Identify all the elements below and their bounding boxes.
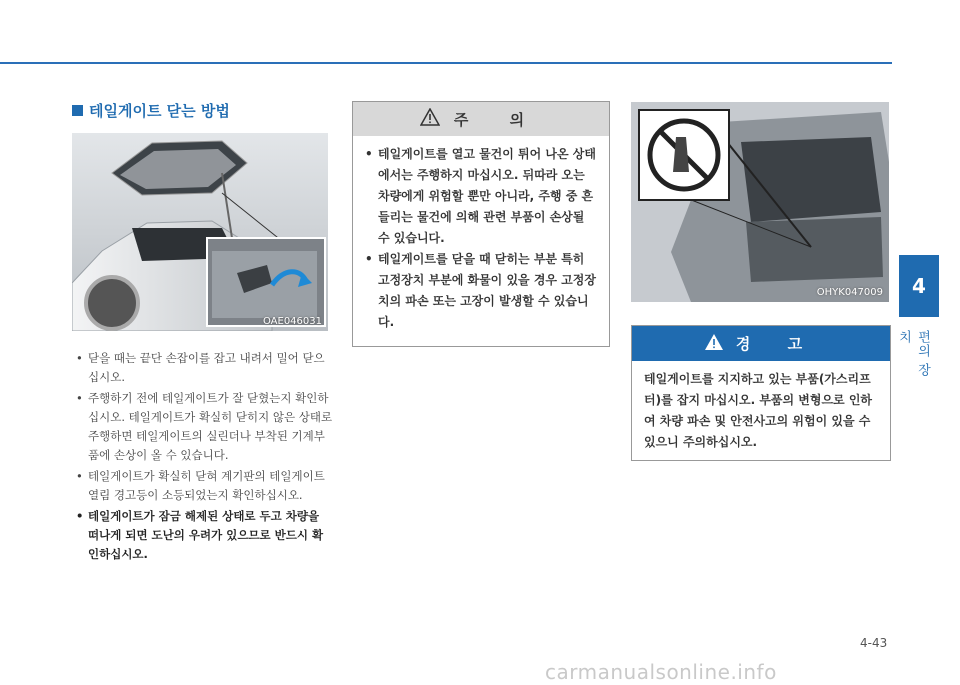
warning-title: 경 고 (735, 335, 819, 353)
caution-item: • 테일게이트를 닫을 때 닫히는 부분 특히 고정장치 부분에 화물이 있을 경우 고정장치의 파손 또는 고장이 발생할 수 있습니다. (365, 249, 599, 333)
gas-lifter-figure (631, 102, 889, 302)
instruction-note-bold: • 테일게이트가 잠금 해제된 상태로 두고 차량을 떠나게 되면 도난의 우려가 있으므로 반드시 확인하십시오. (74, 507, 334, 564)
warning-header (632, 326, 890, 361)
figure-code-left: OAE046031 (262, 316, 322, 327)
warning-box (631, 325, 891, 461)
chapter-label: 편의 장치 (896, 330, 930, 378)
warning-triangle-icon (704, 333, 724, 355)
chapter-number: 4 (912, 274, 926, 298)
instruction-item: • 닫을 때는 끝단 손잡이를 잡고 내려서 밀어 닫으십시오. (74, 349, 334, 387)
gas-lifter-illustration (631, 102, 889, 302)
section-title (72, 100, 230, 121)
chapter-tab[interactable] (899, 255, 939, 317)
caution-item: • 테일게이트를 열고 물건이 튀어 나온 상태에서는 주행하지 마십시오. 뒤따라 오는 차량에게 위험할 뿐만 아니라, 주행 중 흔들리는 물건에 의해 관련 부품이 손상될 수 있습니다. (365, 144, 599, 249)
caution-header (353, 102, 609, 136)
section-title-text: 테일게이트 닫는 방법 (89, 102, 230, 120)
caution-body (353, 136, 609, 333)
caution-title: 주 의 (453, 110, 543, 129)
caution-box (352, 101, 610, 347)
instruction-item: • 테일게이트가 확실히 닫혀 계기판의 테일게이트 열림 경고등이 소등되었는지 확인하십시오. (74, 467, 334, 505)
instruction-list (74, 349, 334, 566)
instruction-item: • 주행하기 전에 테일게이트가 잘 닫혔는지 확인하십시오. 테일게이트가 확실히 닫히지 않은 상태로 주행하면 테일게이트의 실린더나 부착된 기계부품에 손상이 올 수 있습니다. (74, 389, 334, 465)
page-number: 4-43 (860, 636, 888, 650)
top-rule (0, 62, 892, 64)
watermark: carmanualsonline.info (545, 660, 777, 684)
caution-triangle-icon (420, 108, 440, 130)
figure-code-right: OHYK047009 (816, 287, 883, 298)
tailgate-closing-illustration (72, 133, 328, 331)
tailgate-closing-figure (72, 133, 328, 331)
square-bullet-icon (72, 105, 83, 116)
warning-text: 테일게이트를 지지하고 있는 부품(가스리프터)를 잡지 마십시오. 부품의 변형으로 인하여 차량 파손 및 안전사고의 위험이 있을 수 있으니 주의하십시오. (644, 372, 872, 449)
